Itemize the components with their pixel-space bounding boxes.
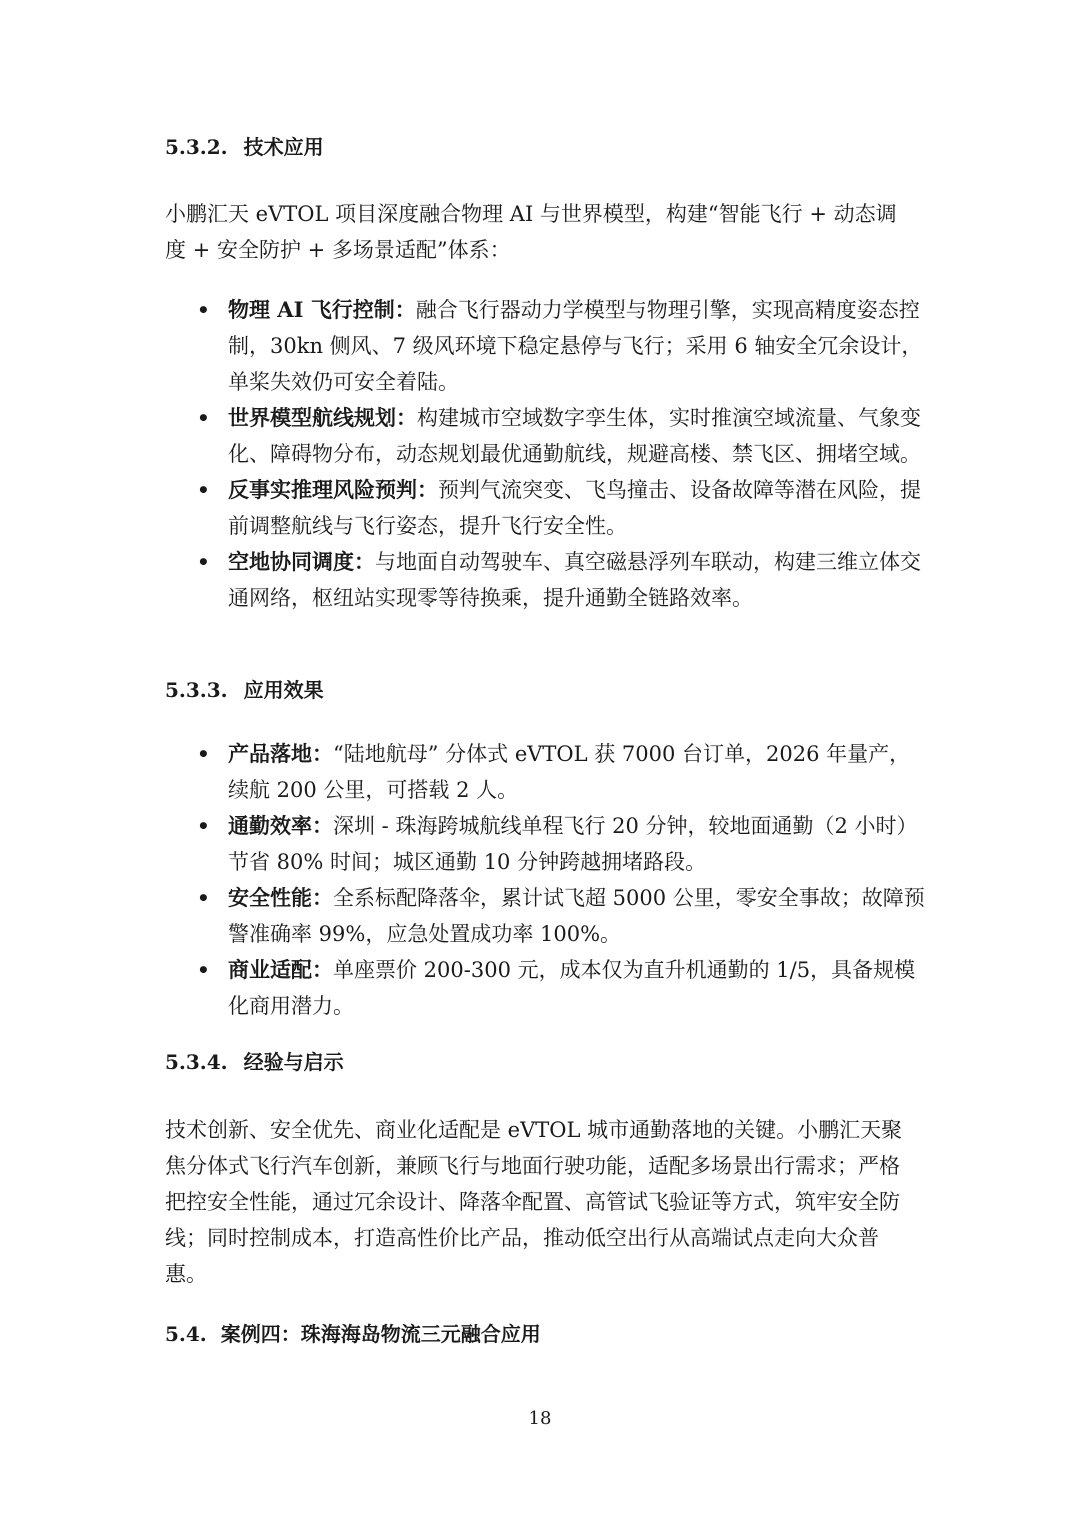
bullet-icon: • [197,958,210,982]
item-term: 物理 AI 飞行控制： [228,297,416,322]
list-item [165,400,925,472]
item-term: 安全性能： [228,885,333,910]
item-term: 空地协同调度： [228,549,375,574]
bullet-icon: • [197,298,210,322]
list-item [165,808,925,880]
section-heading-5-4 [165,1320,541,1348]
section-heading-5-3-2 [165,133,324,161]
item-text: 与地面自动驾驶车、真空磁悬浮列车联动，构建三维立体交通网络，枢纽站实现零等待换乘，提升通勤全链路效率。 [228,550,921,610]
page-number: 18 [528,1408,552,1429]
section-title: 技术应用 [243,135,324,159]
item-text: 预判气流突变、飞鸟撞击、设备故障等潜在风险，提前调整航线与飞行姿态，提升飞行安全性。 [228,478,921,538]
item-term: 通勤效率： [228,813,333,838]
bullet-icon: • [197,814,210,838]
section-number: 5.3.2. [165,135,228,159]
item-text: “陆地航母” 分体式 eVTOL 获 7000 台订单，2026 年量产，续航 200 公里，可搭载 2 人。 [228,742,911,802]
section-title: 应用效果 [243,678,324,702]
bullet-icon: • [197,550,210,574]
list-item [165,952,925,1024]
item-text: 融合飞行器动力学模型与物理引擎，实现高精度姿态控制，30kn 侧风、7 级风环境下稳定悬停与飞行；采用 6 轴安全冗余设计，单桨失效仍可安全着陆。 [228,298,923,394]
section-heading-5-3-4 [165,1048,344,1076]
application-effect-list [165,736,925,1024]
section-number: 5.3.3. [165,678,228,702]
item-term: 产品落地： [228,741,333,766]
item-text: 构建城市空域数字孪生体，实时推演空域流量、气象变化、障碍物分布，动态规划最优通勤航线，规避高楼、禁飞区、拥堵空域。 [228,406,921,466]
list-item [165,292,925,400]
section-number: 5.4. [165,1322,207,1346]
item-text: 深圳 - 珠海跨城航线单程飞行 20 分钟，较地面通勤（2 小时）节省 80% 时间；城区通勤 10 分钟跨越拥堵路段。 [228,814,918,874]
section-heading-5-3-3 [165,676,324,704]
item-term: 商业适配： [228,957,333,982]
bullet-icon: • [197,478,210,502]
list-item [165,736,925,808]
list-item [165,880,925,952]
bullet-icon: • [197,886,210,910]
item-text: 全系标配降落伞，累计试飞超 5000 公里，零安全事故；故障预警准确率 99%，应急处置成功率 100%。 [228,886,925,946]
item-text: 单座票价 200-300 元，成本仅为直升机通勤的 1/5，具备规模化商用潜力。 [228,958,916,1018]
list-item [165,472,925,544]
section-title: 案例四：珠海海岛物流三元融合应用 [220,1322,541,1346]
tech-application-list [165,292,925,616]
intro-paragraph: 小鹏汇天 eVTOL 项目深度融合物理 AI 与世界模型，构建“智能飞行 + 动态调度 + 安全防护 + 多场景适配”体系： [165,202,897,262]
bullet-icon: • [197,742,210,766]
section-title: 经验与启示 [243,1050,344,1074]
lessons-paragraph: 技术创新、安全优先、商业化适配是 eVTOL 城市通勤落地的关键。小鹏汇天聚焦分体式飞行汽车创新，兼顾飞行与地面行驶功能，适配多场景出行需求；严格把控安全性能，通过冗余设计、降落伞配置、高管试飞验证等方式，筑牢安全防线；同时控制成本，打造高性价比产品，推动低空出行从高端试点走向大众普惠。 [165,1118,903,1286]
section-number: 5.3.4. [165,1050,228,1074]
bullet-icon: • [197,406,210,430]
list-item [165,544,925,616]
item-term: 世界模型航线规划： [228,405,417,430]
item-term: 反事实推理风险预判： [228,477,438,502]
